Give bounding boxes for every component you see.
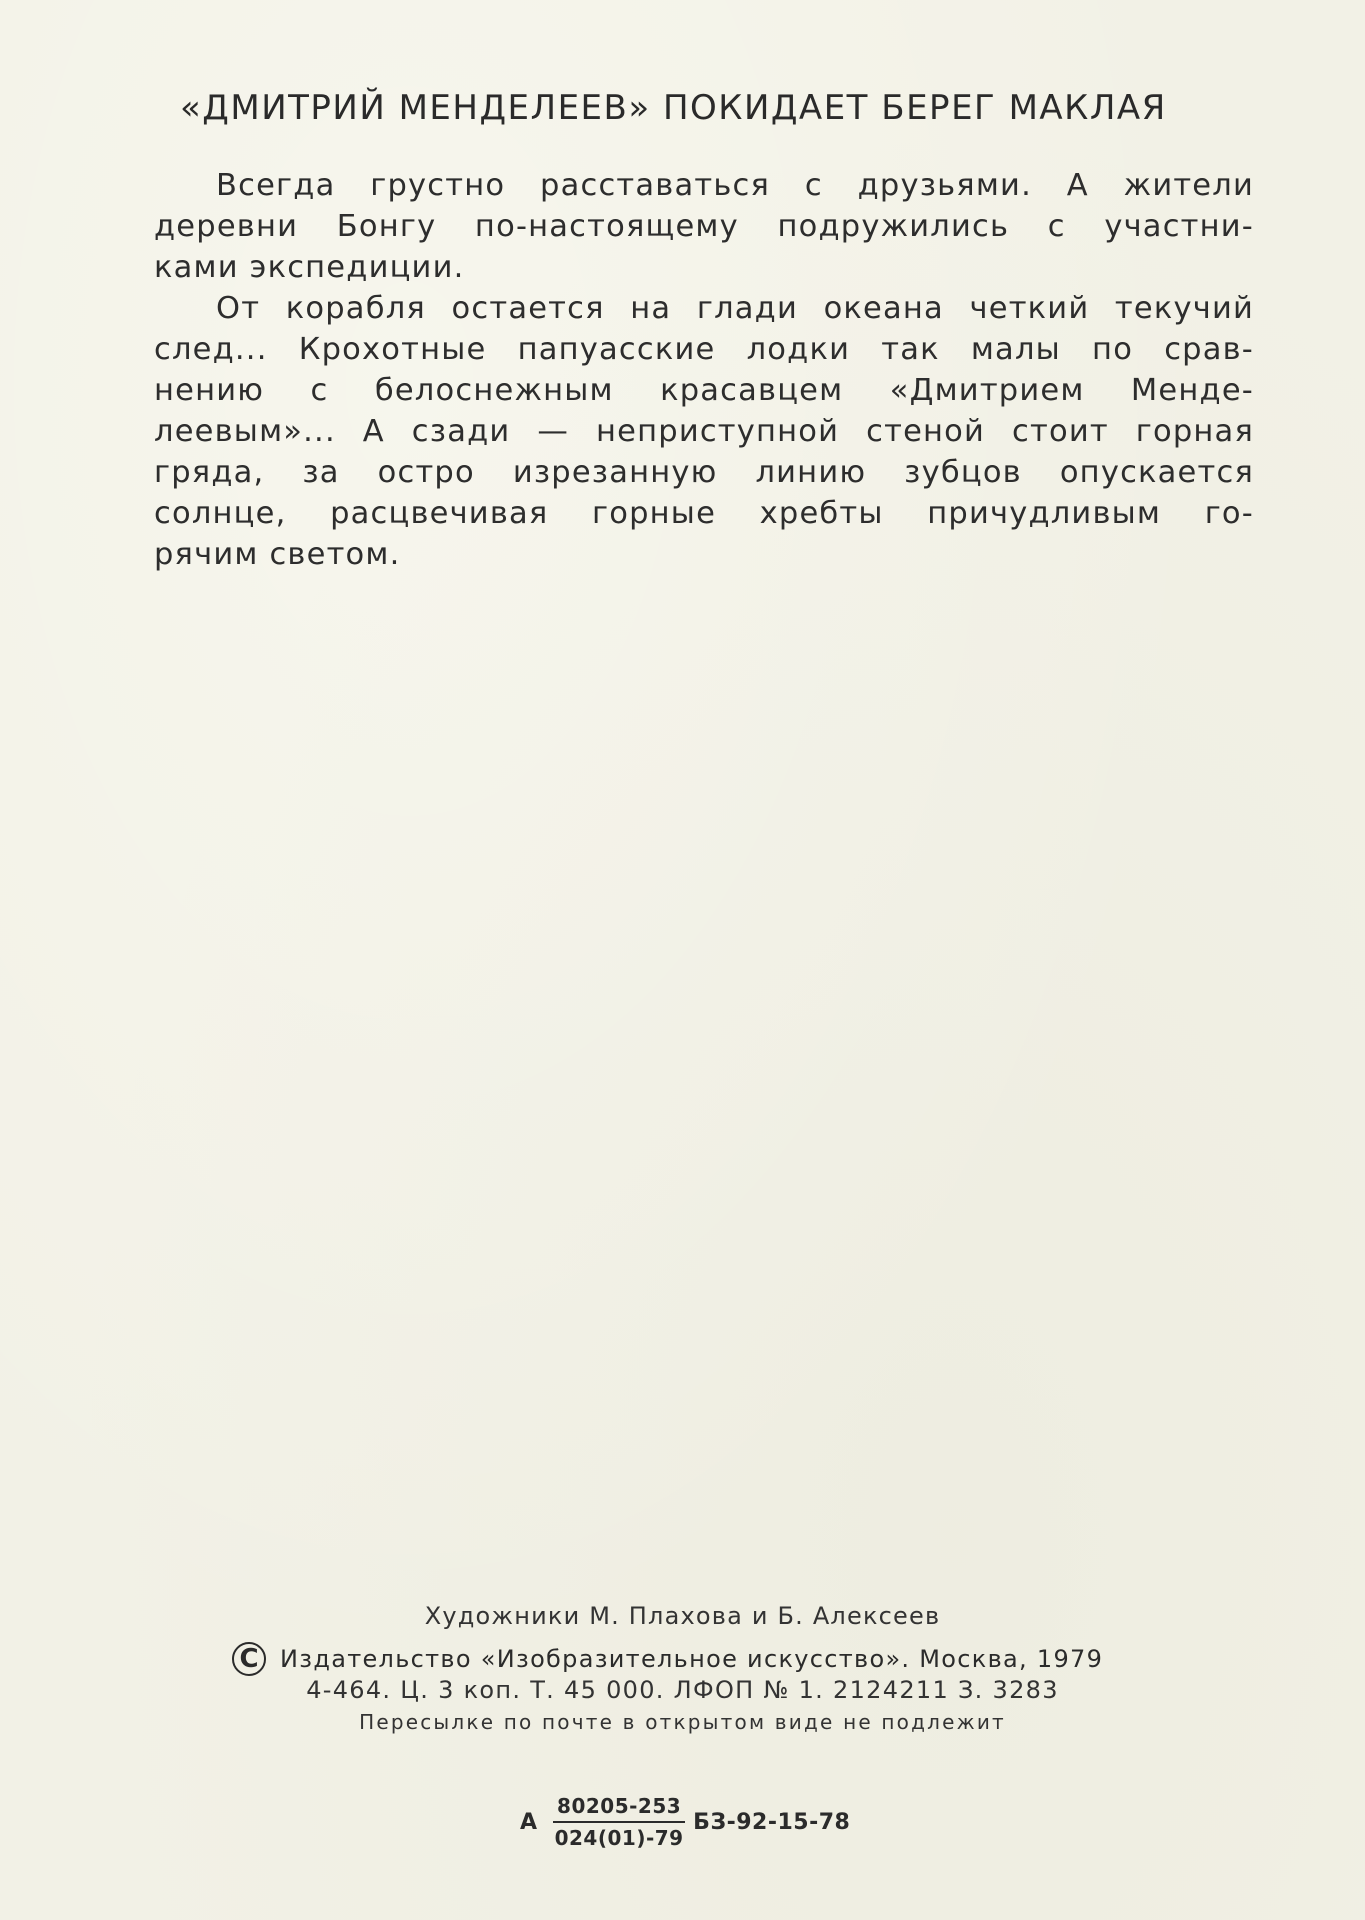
text-line: ками экспедиции. [154,250,465,285]
index-numerator: 80205-253 [553,1794,685,1823]
artists-credit: Художники М. Плахова и Б. Алексеев [424,1602,941,1630]
catalog-index [520,1782,850,1862]
text-line: гряда, за остро изрезанную линию зубцов опускается [154,455,1254,490]
text-line: нению с белоснежным красавцем «Дмитрием Менде- [154,373,1254,408]
index-suffix: БЗ-92-15-78 [693,1809,851,1835]
text-line: солнце, расцвечивая горные хребты причудливым го- [154,496,1254,531]
text-line: рячим светом. [154,537,401,572]
description-text [154,165,1254,575]
page-title: «ДМИТРИЙ МЕНДЕЛЕЕВ» ПОКИДАЕТ БЕРЕГ МАКЛАЯ [180,88,1167,128]
text-line: От корабля остается на глади океана четкий текучий [216,291,1254,326]
text-line: деревни Бонгу по-настоящему подружились с участни- [154,209,1254,244]
index-denominator: 024(01)-79 [554,1826,684,1850]
text-line: след... Крохотные папуасские лодки так малы по срав- [154,332,1254,367]
index-prefix: А [520,1809,538,1835]
text-line: Всегда грустно расставаться с друзьями. А жители [216,168,1254,203]
copyright-circle-icon: C [232,1642,266,1676]
publisher-row [232,1640,1103,1678]
index-fraction [553,1794,685,1850]
publisher-credit: Издательство «Изобразительное искусство». Москва, 1979 [280,1645,1104,1673]
mail-note: Пересылке по почте в открытом виде не подлежит [359,1710,1006,1734]
text-line: леевым»... А сзади — неприступной стеной стоит горная [154,414,1254,449]
print-info: 4-464. Ц. 3 коп. Т. 45 000. ЛФОП № 1. 2124211 З. 3283 [306,1676,1059,1704]
